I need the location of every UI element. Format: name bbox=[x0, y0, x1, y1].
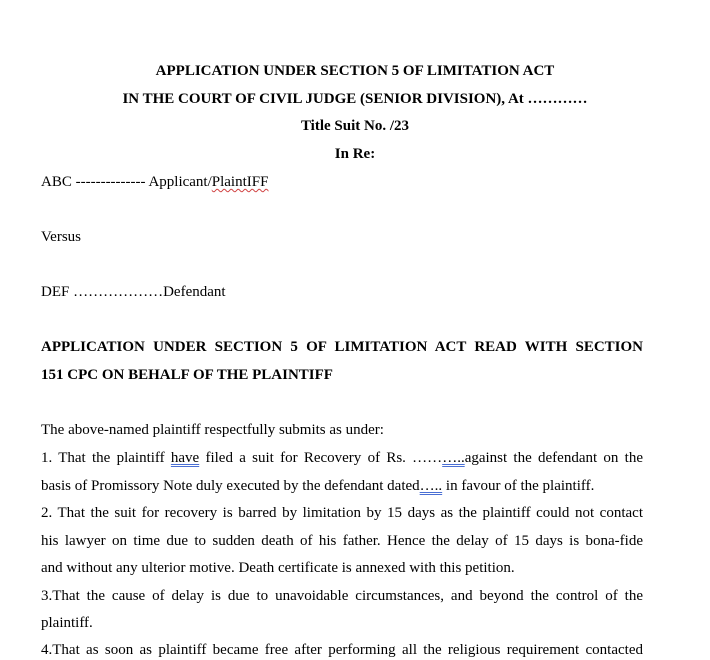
p1-part-a: 1. That the plaintiff bbox=[41, 450, 171, 466]
p1-grammar-flag: have bbox=[170, 450, 200, 466]
versus-text: Versus bbox=[41, 229, 81, 245]
p1-part-f: basis of Promissory Note duly executed by the defendant dated bbox=[41, 478, 420, 494]
paragraph-3-line-1: 3.That the cause of delay is due to unavoidable circumstances, and beyond the control of the bbox=[41, 588, 643, 604]
paragraph-1-line-1 bbox=[41, 448, 643, 468]
paragraph-2-line-3: and without any ulterior motive. Death certificate is annexed with this petition. bbox=[41, 560, 515, 576]
paragraph-4-line-1: 4.That as soon as plaintiff became free after performing all the religious requirement contacted bbox=[41, 642, 643, 658]
applicant-word: PlaintIFF bbox=[211, 174, 269, 190]
suit-number: Title Suit No. /23 bbox=[300, 118, 410, 134]
applicant-line bbox=[41, 172, 268, 192]
p1-date-dots-flag: ….. bbox=[419, 478, 443, 494]
intro-text: The above-named plaintiff respectfully submits as under: bbox=[41, 422, 384, 438]
paragraph-1-line-2 bbox=[41, 476, 594, 496]
subheading-line-1: APPLICATION UNDER SECTION 5 OF LIMITATION ACT READ WITH SECTION bbox=[41, 339, 643, 355]
p1-part-h: in favour of the plaintiff. bbox=[442, 478, 595, 494]
in-re-label: In Re: bbox=[334, 146, 376, 162]
p1-part-e: against the defendant on the bbox=[464, 450, 644, 466]
p1-dots-flag: ….. bbox=[442, 450, 465, 466]
applicant-prefix: ABC -------------- Applicant/ bbox=[41, 174, 212, 190]
document-title: APPLICATION UNDER SECTION 5 OF LIMITATION ACT bbox=[155, 63, 555, 79]
paragraph-2-line-1: 2. That the suit for recovery is barred by limitation by 15 days as the plaintiff could not contact bbox=[41, 505, 643, 521]
p1-part-c: filed a suit for Recovery of Rs. …… bbox=[199, 450, 443, 466]
subheading-line-2: 151 CPC ON BEHALF OF THE PLAINTIFF bbox=[41, 367, 333, 383]
paragraph-3-line-2: plaintiff. bbox=[41, 615, 93, 631]
court-line: IN THE COURT OF CIVIL JUDGE (SENIOR DIVISION), At ………… bbox=[122, 91, 588, 107]
paragraph-2-line-2: his lawyer on time due to sudden death of his father. Hence the delay of 15 days is bona-fide bbox=[41, 533, 643, 549]
defendant-line: DEF ………………Defendant bbox=[41, 284, 226, 300]
